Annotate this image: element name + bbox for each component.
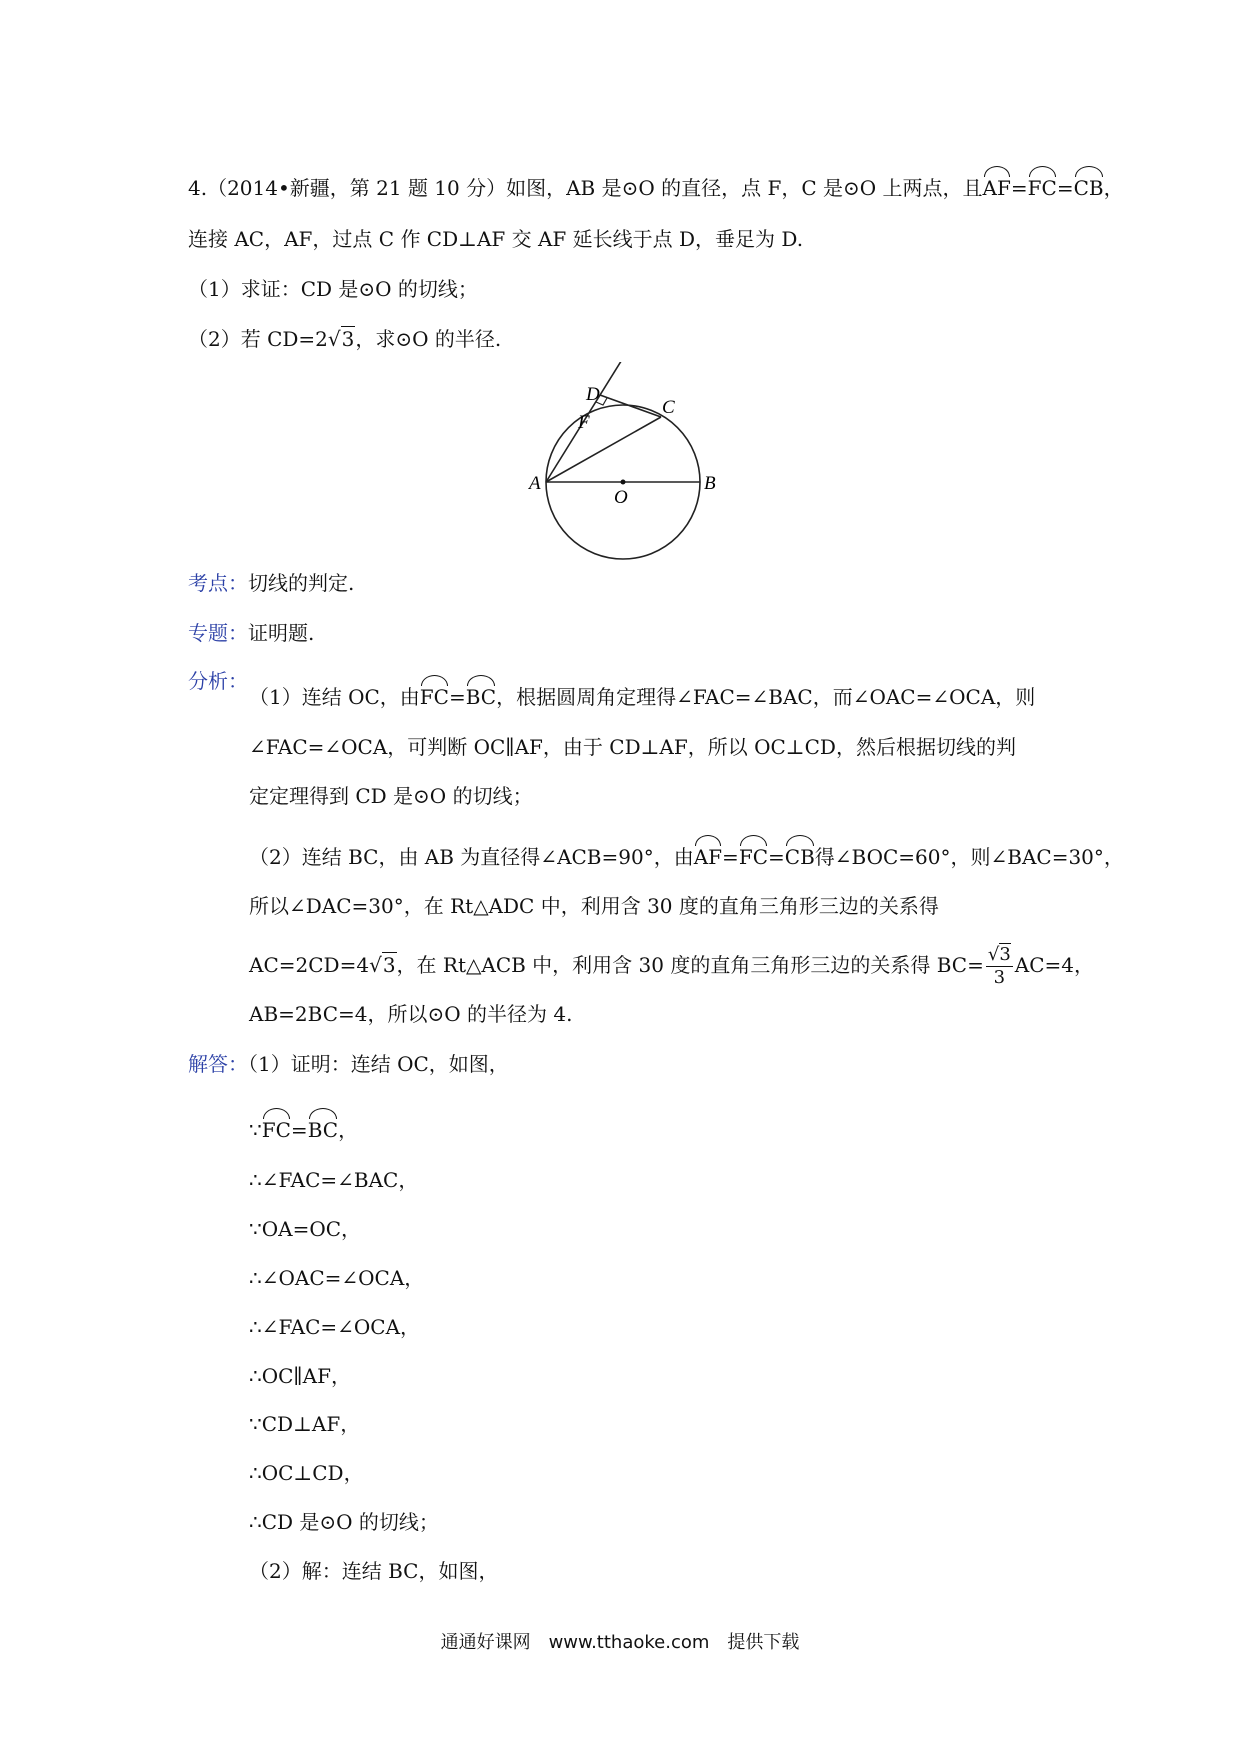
- jieda-line-4: ∵OA=OC，: [249, 1217, 362, 1241]
- jieda-line-6: ∴∠FAC=∠OCA，: [249, 1315, 421, 1339]
- problem-line-1-prefix: 4.（2014•新疆，第 21 题 10 分）如图，AB 是⊙O 的直径，点 F，C 是⊙O 上两点，且: [188, 176, 983, 200]
- problem-line-2: 连接 AC，AF，过点 C 作 CD⊥AF 交 AF 延长线于点 D，垂足为 D.: [188, 227, 804, 251]
- geometry-figure: [528, 362, 728, 562]
- problem-line-1: 4.（2014•新疆，第 21 题 10 分）如图，AB 是⊙O 的直径，点 F，C 是⊙O 上两点，且AF=FC=CB，: [188, 170, 1124, 202]
- fenxi-label: 分析：: [188, 669, 248, 693]
- jieda-line-1: 解答：（1）证明：连结 OC，如图，: [188, 1052, 509, 1076]
- sqrt-3: √3: [327, 327, 355, 351]
- kaodian-line: 考点：切线的判定.: [188, 571, 355, 595]
- fenxi-p1-line2: ∠FAC=∠OCA，可判断 OC∥AF，由于 CD⊥AF，所以 OC⊥CD，然后根据切线的判: [249, 735, 1016, 759]
- jieda-line-2: ∵FC=BC，: [249, 1112, 358, 1144]
- jieda-label: 解答：: [188, 1052, 248, 1076]
- arc-bc: BC: [308, 1112, 338, 1144]
- fenxi-p2-line3: AC=2CD=4√3，在 Rt△ACB 中，利用含 30 度的直角三角形三边的关系得 BC= $\frac{√3}{3}$ AC=4，: [249, 944, 1095, 988]
- fenxi-p1-line3: 定定理得到 CD 是⊙O 的切线；: [249, 784, 533, 808]
- kaodian-label: 考点：: [188, 571, 248, 595]
- label-a: A: [529, 473, 541, 494]
- label-o: O: [614, 487, 628, 508]
- fenxi-p1-line1: （1）连结 OC，由FC=BC，根据圆周角定理得∠FAC=∠BAC，而∠OAC=∠OCA，则: [249, 679, 1035, 711]
- fenxi-p2-line1: （2）连结 BC，由 AB 为直径得∠ACB=90°，由AF=FC=CB得∠BOC=60°，则∠BAC=30°，: [249, 839, 1124, 871]
- arc-af: AF: [983, 170, 1011, 202]
- arc-fc: FC: [262, 1112, 291, 1144]
- fenxi-p2-line4: AB=2BC=4，所以⊙O 的半径为 4.: [249, 1002, 573, 1026]
- zhuanti-label: 专题：: [188, 621, 248, 645]
- jieda-line-5: ∴∠OAC=∠OCA，: [249, 1266, 425, 1290]
- arc-cb: CB: [1074, 170, 1104, 202]
- jieda-line-7: ∴OC∥AF，: [249, 1364, 351, 1388]
- arc-cb: CB: [785, 839, 815, 871]
- fenxi-p2-line2: 所以∠DAC=30°，在 Rt△ADC 中，利用含 30 度的直角三角形三边的关系得: [249, 894, 939, 918]
- jieda-line-8: ∵CD⊥AF，: [249, 1412, 361, 1436]
- label-b: B: [704, 473, 716, 494]
- jieda-line-9: ∴OC⊥CD，: [249, 1461, 364, 1485]
- line-ac: [546, 417, 661, 482]
- jieda-line-3: ∴∠FAC=∠BAC，: [249, 1168, 419, 1192]
- fraction-sqrt3-over-3: $\frac{√3}{3}$: [987, 944, 1011, 988]
- footer: 通通好课网 www.tthaoke.com 提供下载: [440, 1632, 800, 1653]
- jieda-line-10: ∴CD 是⊙O 的切线；: [249, 1510, 439, 1534]
- arc-fc: FC: [420, 679, 449, 711]
- zhuanti-line: 专题：证明题.: [188, 621, 315, 645]
- center-point: [621, 480, 626, 485]
- jieda-line-11: （2）解：连结 BC，如图，: [249, 1559, 499, 1583]
- question-2: （2）若 CD=2√3，求⊙O 的半径.: [188, 327, 502, 351]
- arc-fc: FC: [1028, 170, 1057, 202]
- arc-af: AF: [694, 839, 722, 871]
- label-d: D: [586, 384, 600, 405]
- sqrt-3: √3: [369, 953, 396, 977]
- arc-bc: BC: [466, 679, 496, 711]
- arc-fc: FC: [739, 839, 768, 871]
- label-c: C: [662, 397, 675, 418]
- label-f: F: [578, 412, 590, 433]
- question-1: （1）求证：CD 是⊙O 的切线；: [188, 277, 478, 301]
